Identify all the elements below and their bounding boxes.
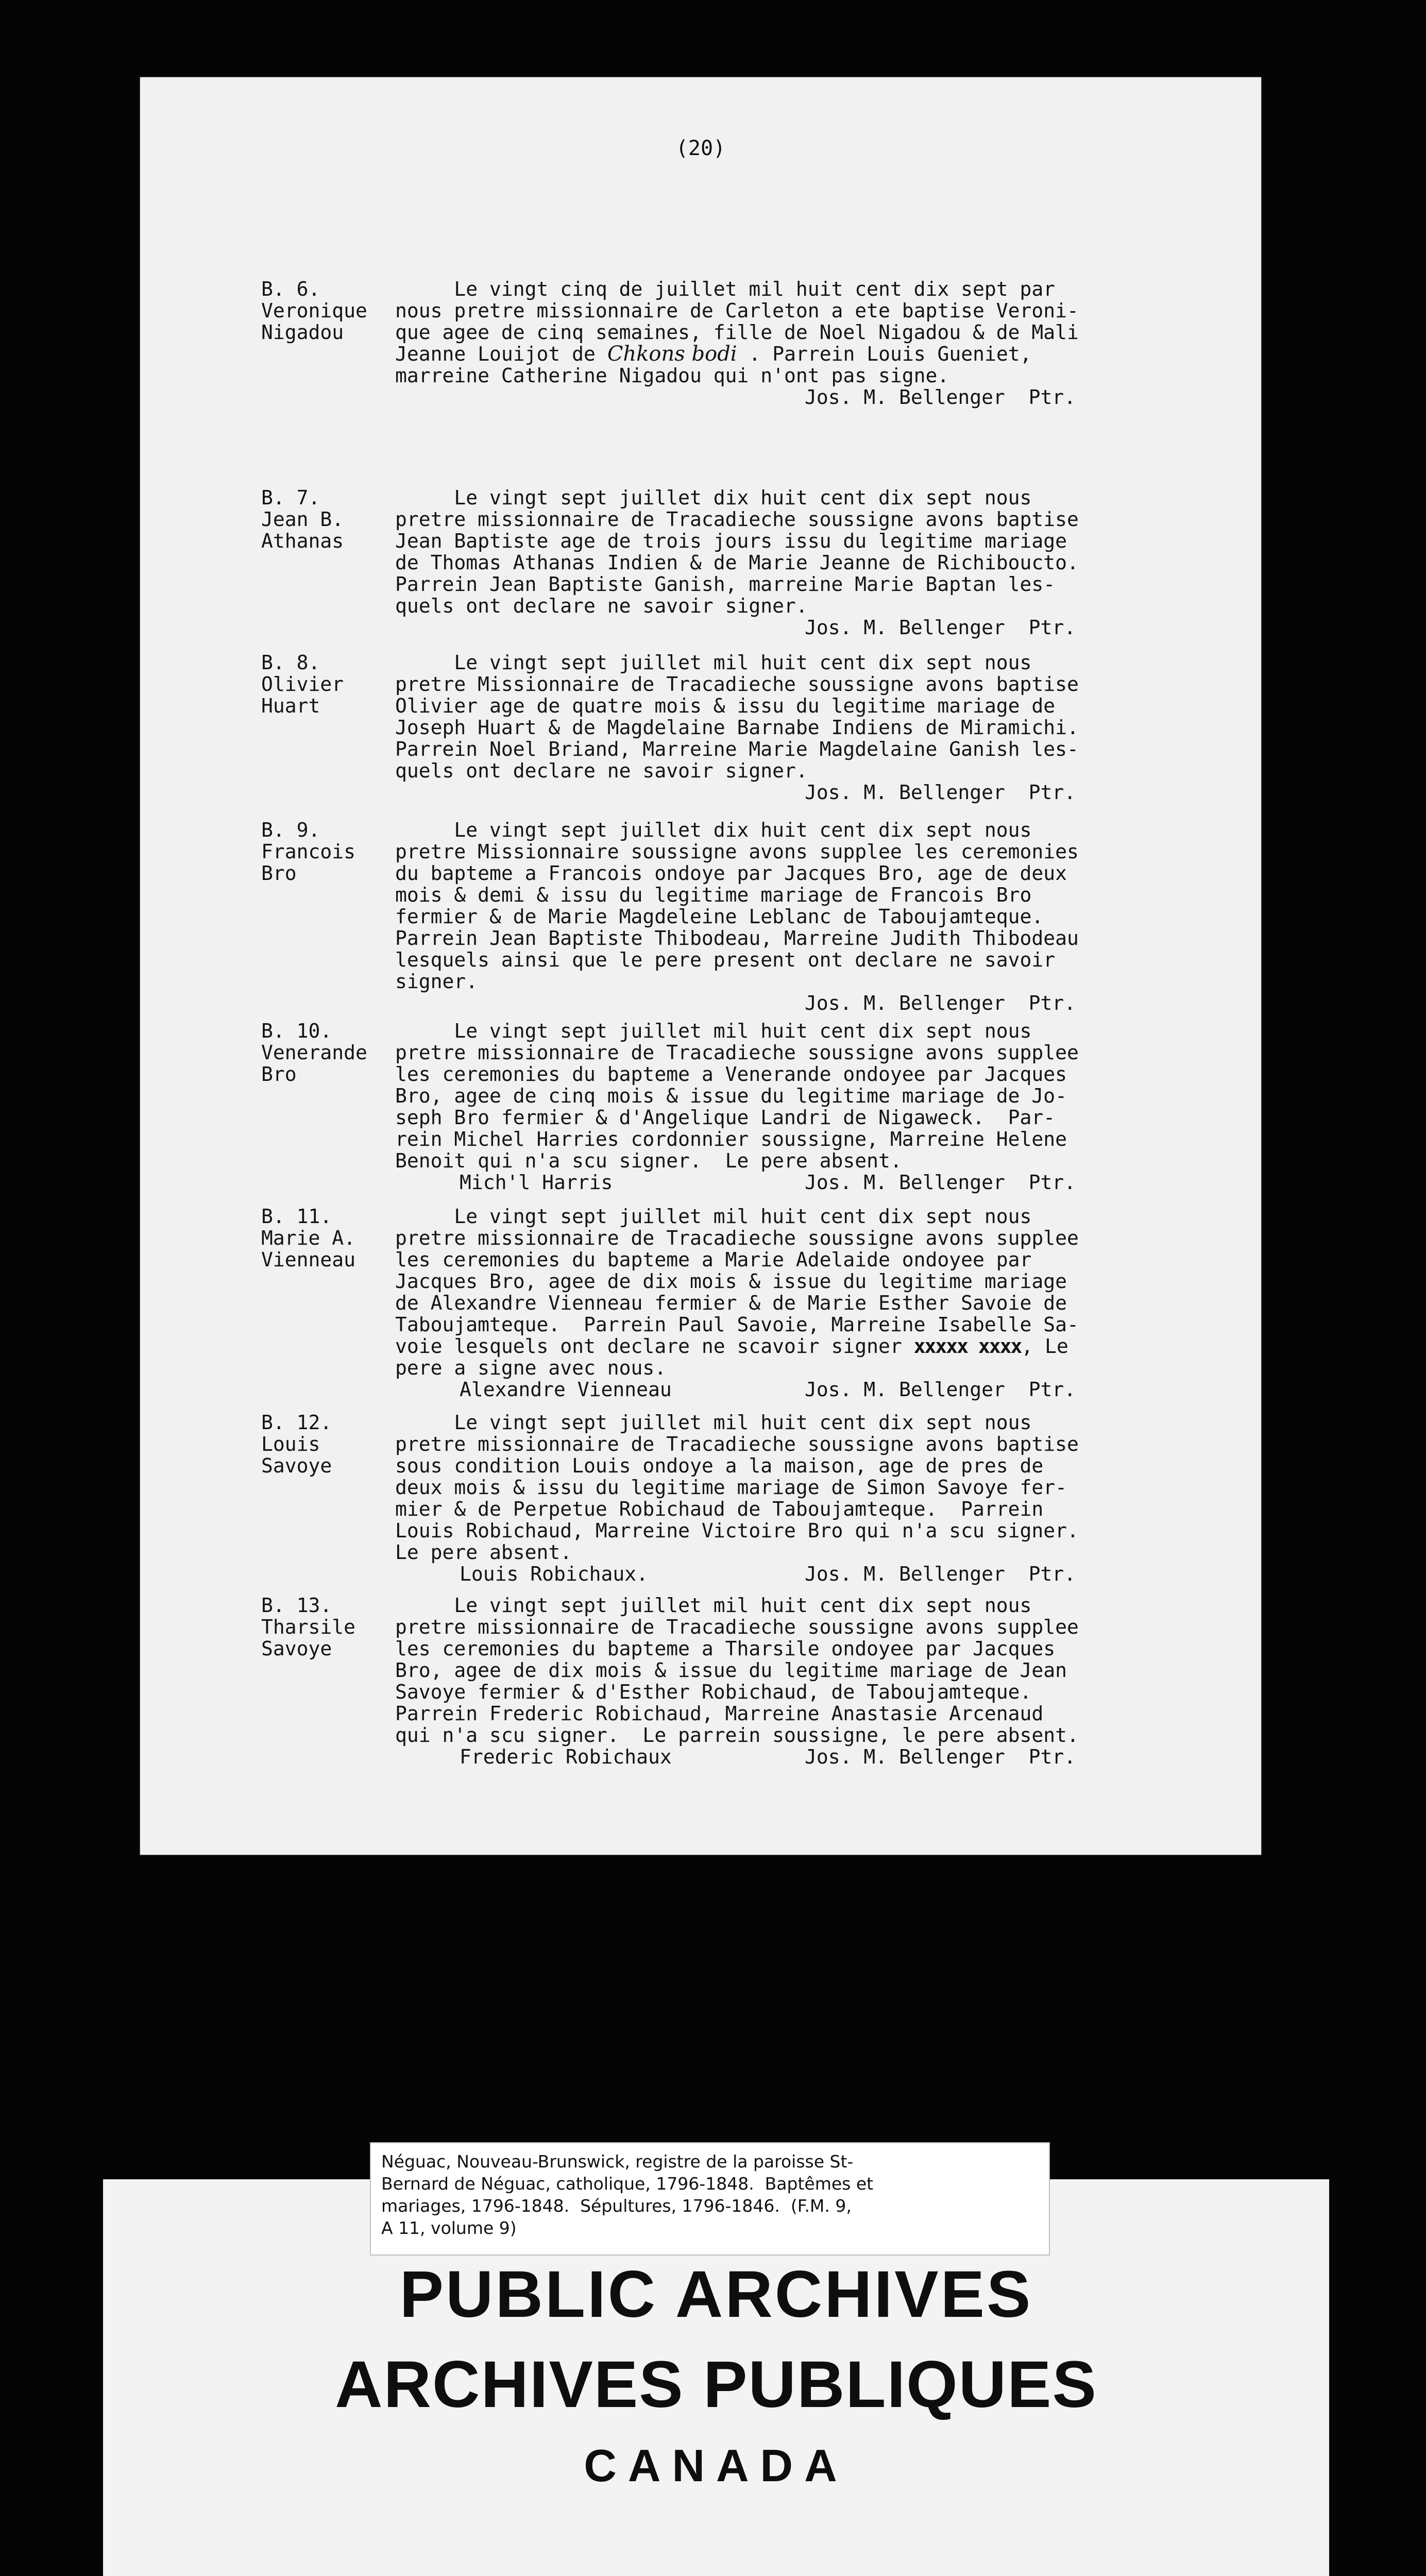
entry-text (395, 1412, 1230, 1585)
entry-line: sous condition Louis ondoye a la maison, age de pres de (395, 1454, 1044, 1477)
margin-label-line: B. 11. (261, 1205, 332, 1228)
priest-signature: Jos. M. Bellenger Ptr. (805, 386, 1076, 409)
stamp-archives-publiques: ARCHIVES PUBLIQUES (335, 2348, 1097, 2421)
witness-signature: Frederic Robichaux (460, 1745, 672, 1768)
signature-row (395, 1563, 1230, 1585)
margin-label-line: Olivier (261, 673, 344, 696)
entry-line: Parrein Jean Baptiste Thibodeau, Marreine Judith Thibodeau (395, 927, 1079, 950)
archive-label-line: A 11, volume 9) (381, 2218, 517, 2238)
struck-out-text: xxxxx xxxx (913, 1335, 1022, 1358)
signature-row (395, 386, 1230, 408)
signature-row (395, 1746, 1230, 1768)
entry-text (395, 1020, 1230, 1193)
priest-signature: Jos. M. Bellenger Ptr. (805, 1745, 1076, 1768)
entry-line: pretre missionnaire de Tracadieche soussigne avons baptise (395, 508, 1079, 531)
witness-signature: Alexandre Vienneau (460, 1378, 672, 1401)
entry-line: Louis Robichaud, Marreine Victoire Bro qui n'a scu signer. (395, 1519, 1079, 1542)
priest-signature: Jos. M. Bellenger Ptr. (805, 1378, 1076, 1401)
signature-row (395, 1172, 1230, 1193)
entry-line: Taboujamteque. Parrein Paul Savoie, Marreine Isabelle Sa- (395, 1313, 1079, 1336)
entry-line: Le vingt sept juillet mil huit cent dix sept nous (395, 1411, 1032, 1434)
entry-line: marreine Catherine Nigadou qui n'ont pas signe. (395, 364, 949, 387)
entry-line: pretre missionnaire de Tracadieche soussigne avons baptise (395, 1433, 1079, 1455)
margin-label-line: B. 8. (261, 651, 320, 674)
entry-line: Savoye fermier & d'Esther Robichaud, de Taboujamteque. (395, 1681, 1032, 1703)
handwritten-place-name: Chkons bodi (607, 342, 737, 366)
margin-label-line: Jean B. (261, 508, 344, 531)
entry-line: signer. (395, 970, 478, 993)
entry-line: Jacques Bro, agee de dix mois & issue du legitime mariage (395, 1270, 1067, 1293)
entry-line-part: Jeanne Louijot de (395, 343, 607, 365)
entry-line: Bro, agee de cinq mois & issue du legitime mariage de Jo- (395, 1084, 1067, 1107)
archive-reference-label (370, 2142, 1050, 2256)
margin-label-line: Venerande (261, 1041, 367, 1064)
priest-signature: Jos. M. Bellenger Ptr. (805, 1171, 1076, 1194)
margin-label-line: Savoye (261, 1637, 332, 1660)
entry-line: deux mois & issu du legitime mariage de Simon Savoye fer- (395, 1476, 1067, 1499)
page-number: (20) (675, 137, 726, 160)
entry-line: du bapteme a Francois ondoye par Jacques Bro, age de deux (395, 862, 1067, 885)
entry-line: Parrein Frederic Robichaud, Marreine Anastasie Arcenaud (395, 1702, 1044, 1725)
margin-label-line: B. 12. (261, 1411, 332, 1434)
entry-line: Le vingt sept juillet dix huit cent dix sept nous (395, 819, 1032, 841)
entry-line-with-handwriting (395, 343, 1230, 365)
margin-label-line: Savoye (261, 1454, 332, 1477)
entry-line: qui n'a scu signer. Le parrein soussigne, le pere absent. (395, 1724, 1079, 1747)
entry-line-with-strikeout (395, 1335, 1230, 1357)
margin-label-line: Bro (261, 1063, 297, 1086)
entry-line: quels ont declare ne savoir signer. (395, 595, 808, 617)
entry-line-part: voie lesquels ont declare ne scavoir signer (395, 1335, 914, 1358)
archive-label-line: Bernard de Néguac, catholique, 1796-1848. Baptêmes et (381, 2174, 874, 2194)
entry-line: pere a signe avec nous. (395, 1357, 667, 1379)
entry-line: mois & demi & issu du legitime mariage de Francois Bro (395, 884, 1032, 906)
entry-line: seph Bro fermier & d'Angelique Landri de Nigaweck. Par- (395, 1106, 1056, 1129)
witness-signature: Mich'l Harris (460, 1171, 613, 1194)
stamp-canada: CANADA (584, 2440, 848, 2491)
entry-line: Le vingt cinq de juillet mil huit cent dix sept par (395, 278, 1056, 300)
entry-margin-label (261, 819, 395, 884)
priest-signature: Jos. M. Bellenger Ptr. (805, 616, 1076, 639)
entry-line: nous pretre missionnaire de Carleton a ete baptise Veroni- (395, 299, 1079, 322)
margin-label-line: Athanas (261, 530, 344, 552)
priest-signature: Jos. M. Bellenger Ptr. (805, 781, 1076, 804)
entry-line: les ceremonies du bapteme a Venerande ondoyee par Jacques (395, 1063, 1067, 1086)
margin-label-line: B. 10. (261, 1020, 332, 1042)
priest-signature: Jos. M. Bellenger Ptr. (805, 1563, 1076, 1585)
register-page (140, 77, 1261, 1855)
entry-line: pretre Missionnaire soussigne avons supplee les ceremonies (395, 840, 1079, 863)
entry-margin-label (261, 1412, 395, 1477)
margin-label-line: Vienneau (261, 1248, 356, 1271)
signature-row (395, 1379, 1230, 1400)
entry-margin-label (261, 487, 395, 552)
entry-margin-label (261, 278, 395, 343)
entry-line: Le vingt sept juillet mil huit cent dix sept nous (395, 1594, 1032, 1617)
entry-line: Benoit qui n'a scu signer. Le pere absent. (395, 1149, 902, 1172)
entry-line: les ceremonies du bapteme a Tharsile ondoyee par Jacques (395, 1637, 1056, 1660)
stamp-public-archives: PUBLIC ARCHIVES (399, 2258, 1033, 2331)
entry-text (395, 278, 1230, 408)
signature-row (395, 617, 1230, 638)
entry-line: les ceremonies du bapteme a Marie Adelaide ondoyee par (395, 1248, 1032, 1271)
archive-label-line: Néguac, Nouveau-Brunswick, registre de la paroisse St- (381, 2151, 854, 2172)
signature-row (395, 782, 1230, 803)
entry-line: Parrein Jean Baptiste Ganish, marreine Marie Baptan les- (395, 573, 1056, 596)
entry-line: fermier & de Marie Magdeleine Leblanc de Taboujamteque. (395, 905, 1044, 928)
entry-line: Olivier age de quatre mois & issu du legitime mariage de (395, 694, 1056, 717)
margin-label-line: B. 7. (261, 486, 320, 509)
margin-label-line: Francois (261, 840, 356, 863)
entry-text (395, 487, 1230, 638)
margin-label-line: B. 9. (261, 819, 320, 841)
margin-label-line: Bro (261, 862, 297, 885)
entry-text (395, 1595, 1230, 1768)
margin-label-line: B. 13. (261, 1594, 332, 1617)
margin-label-line: Veronique (261, 299, 367, 322)
witness-signature: Louis Robichaux. (460, 1563, 649, 1585)
entry-line: Le vingt sept juillet mil huit cent dix sept nous (395, 1205, 1032, 1228)
entry-line-part: , Le (1021, 1335, 1068, 1358)
archive-label-line: mariages, 1796-1848. Sépultures, 1796-1846. (F.M. 9, (381, 2196, 852, 2216)
margin-label-line: Nigadou (261, 321, 344, 344)
entry-line: Le vingt sept juillet mil huit cent dix sept nous (395, 1020, 1032, 1042)
entry-line: de Alexandre Vienneau fermier & de Marie Esther Savoie de (395, 1292, 1067, 1314)
entry-line: rein Michel Harries cordonnier soussigne, Marreine Helene (395, 1128, 1067, 1150)
priest-signature: Jos. M. Bellenger Ptr. (805, 992, 1076, 1014)
entry-text (395, 1206, 1230, 1400)
margin-label-line: Louis (261, 1433, 320, 1455)
entry-line: pretre missionnaire de Tracadieche soussigne avons supplee (395, 1041, 1079, 1064)
entry-line: Bro, agee de dix mois & issue du legitime mariage de Jean (395, 1659, 1067, 1682)
margin-label-line: B. 6. (261, 278, 320, 300)
entry-line: quels ont declare ne savoir signer. (395, 759, 808, 782)
entry-line: de Thomas Athanas Indien & de Marie Jeanne de Richiboucto. (395, 551, 1079, 574)
entry-line: Le pere absent. (395, 1541, 572, 1564)
margin-label-line: Tharsile (261, 1616, 356, 1638)
entry-line: Parrein Noel Briand, Marreine Marie Magdelaine Ganish les- (395, 738, 1079, 760)
margin-label-line: Marie A. (261, 1227, 356, 1249)
entry-margin-label (261, 652, 395, 717)
signature-row (395, 992, 1230, 1014)
entry-line: pretre missionnaire de Tracadieche soussigne avons supplee (395, 1227, 1079, 1249)
entry-line: pretre missionnaire de Tracadieche soussigne avons supplee (395, 1616, 1079, 1638)
entry-margin-label (261, 1206, 395, 1270)
entry-text (395, 819, 1230, 1014)
entry-line: Le vingt sept juillet mil huit cent dix sept nous (395, 651, 1032, 674)
entry-line: mier & de Perpetue Robichaud de Taboujamteque. Parrein (395, 1498, 1044, 1520)
entry-margin-label (261, 1020, 395, 1085)
entry-line: lesquels ainsi que le pere present ont declare ne savoir (395, 948, 1056, 971)
entry-margin-label (261, 1595, 395, 1659)
entry-line-part: . Parrein Louis Gueniet, (737, 343, 1032, 365)
entry-line: Joseph Huart & de Magdelaine Barnabe Indiens de Miramichi. (395, 716, 1079, 739)
entry-line: Le vingt sept juillet dix huit cent dix sept nous (395, 486, 1032, 509)
entry-line: pretre Missionnaire de Tracadieche soussigne avons baptise (395, 673, 1079, 696)
entry-line: que agee de cinq semaines, fille de Noel Nigadou & de Mali (395, 321, 1079, 344)
margin-label-line: Huart (261, 694, 320, 717)
entry-line: Jean Baptiste age de trois jours issu du legitime mariage (395, 530, 1067, 552)
entry-text (395, 652, 1230, 803)
